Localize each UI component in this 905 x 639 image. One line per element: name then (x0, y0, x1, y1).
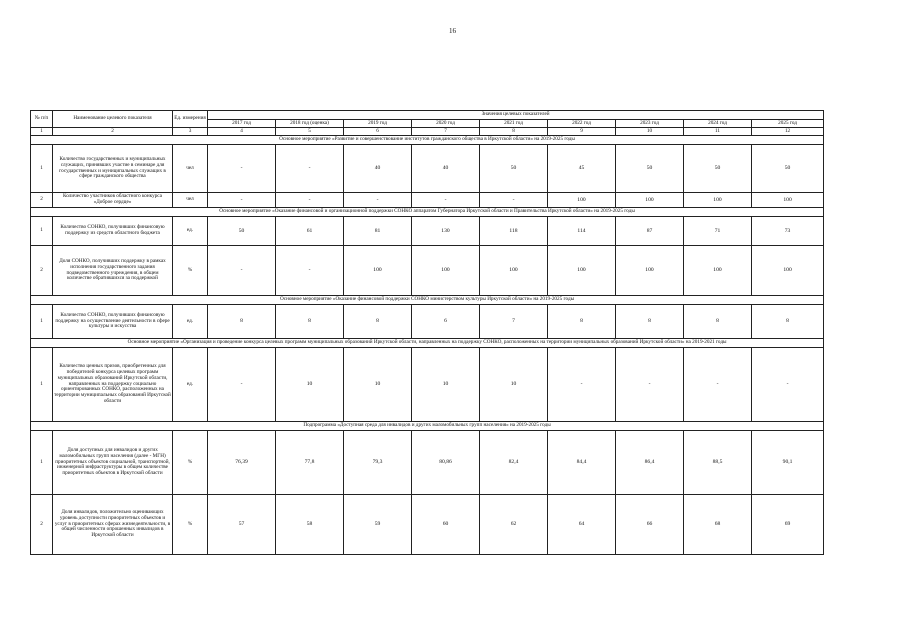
value-cell: 58 (276, 495, 344, 555)
target-indicators-table (30, 110, 824, 555)
header-year: 2023 год (616, 120, 684, 128)
value-cell: 100 (344, 246, 412, 296)
value-cell: 6 (412, 305, 480, 339)
row-number: 1 (31, 305, 53, 339)
section-row (31, 136, 824, 145)
value-cell: 69 (752, 495, 824, 555)
column-number: 8 (480, 128, 548, 136)
column-number: 4 (208, 128, 276, 136)
value-cell: - (480, 193, 548, 208)
column-number: 11 (684, 128, 752, 136)
value-cell: 50 (480, 145, 548, 193)
indicator-name: Количество СОНКО, получивших финансовую поддержку из средств областного бюджета (53, 217, 173, 246)
header-num: № п/п (31, 111, 53, 128)
value-cell: - (208, 193, 276, 208)
table-row (31, 495, 824, 555)
value-cell: 79,3 (344, 431, 412, 495)
value-cell: 100 (412, 246, 480, 296)
value-cell: 10 (480, 348, 548, 422)
value-cell: 50 (752, 145, 824, 193)
value-cell: 10 (344, 348, 412, 422)
column-number: 2 (53, 128, 173, 136)
value-cell: - (208, 348, 276, 422)
indicator-name: Количество ценных призов, приобретенных для победителей конкурса целевых программ муниципальных образований Иркутской области, направленных на поддержку социально ориентированных СОНКО, расположенных на территории муниципальных образований Иркутской области (53, 348, 173, 422)
value-cell: 100 (752, 246, 824, 296)
value-cell: - (276, 145, 344, 193)
value-cell: 50 (616, 145, 684, 193)
value-cell: 68 (684, 495, 752, 555)
section-row (31, 296, 824, 305)
column-number: 5 (276, 128, 344, 136)
header-year: 2019 год (344, 120, 412, 128)
value-cell: 77,8 (276, 431, 344, 495)
row-number: 2 (31, 495, 53, 555)
value-cell: 130 (412, 217, 480, 246)
unit-cell: чел (173, 145, 208, 193)
value-cell: 62 (480, 495, 548, 555)
header-year: 2024 год (684, 120, 752, 128)
value-cell: 100 (548, 193, 616, 208)
header-year: 2022 год (548, 120, 616, 128)
value-cell: 50 (208, 217, 276, 246)
value-cell: 71 (684, 217, 752, 246)
unit-cell: % (173, 246, 208, 296)
value-cell: 10 (412, 348, 480, 422)
value-cell: 81 (344, 217, 412, 246)
row-number: 1 (31, 348, 53, 422)
column-number: 12 (752, 128, 824, 136)
page-number: 16 (449, 27, 456, 35)
table-row (31, 217, 824, 246)
header-year: 2025 год (752, 120, 824, 128)
value-cell: 84,4 (548, 431, 616, 495)
section-row (31, 339, 824, 348)
row-number: 2 (31, 246, 53, 296)
section-title: Основное мероприятие «Оказание финансовой поддержки СОНКО министерством культуры Иркутской области» на 2019-2025 годы (31, 296, 824, 305)
value-cell: 59 (344, 495, 412, 555)
header-year: 2020 год (412, 120, 480, 128)
value-cell: - (208, 246, 276, 296)
table-row (31, 193, 824, 208)
column-number: 1 (31, 128, 53, 136)
section-title: Основное мероприятие «Оказание финансовой и организационной поддержки СОНКО аппаратом Губернатора Иркутской области и Правительства Иркутской области» на 2019-2025 годы (31, 208, 824, 217)
value-cell: - (548, 348, 616, 422)
value-cell: 100 (616, 193, 684, 208)
value-cell: 64 (548, 495, 616, 555)
column-number: 9 (548, 128, 616, 136)
column-number: 10 (616, 128, 684, 136)
value-cell: - (276, 246, 344, 296)
value-cell: 66 (616, 495, 684, 555)
column-number: 3 (173, 128, 208, 136)
unit-cell: ед. (173, 217, 208, 246)
unit-cell: ед. (173, 305, 208, 339)
value-cell: 76,39 (208, 431, 276, 495)
value-cell: 61 (276, 217, 344, 246)
section-row (31, 208, 824, 217)
value-cell: 8 (208, 305, 276, 339)
value-cell: - (276, 193, 344, 208)
indicator-name: Доля инвалидов, положительно оценивающих уровень доступности приоритетных объектов и услуг в приоритетных сферах жизнедеятельности, в общей численности опрошенных инвалидов в Иркутской области (53, 495, 173, 555)
value-cell: 100 (684, 193, 752, 208)
value-cell: 8 (276, 305, 344, 339)
header-year: 2021 год (480, 120, 548, 128)
column-number: 7 (412, 128, 480, 136)
value-cell: - (412, 193, 480, 208)
table-row (31, 145, 824, 193)
header-values-group: Значения целевых показателей (208, 111, 824, 120)
value-cell: 100 (616, 246, 684, 296)
value-cell: 73 (752, 217, 824, 246)
table-row (31, 305, 824, 339)
value-cell: 118 (480, 217, 548, 246)
header-year: 2018 год (оценка) (276, 120, 344, 128)
value-cell: 114 (548, 217, 616, 246)
value-cell: 8 (616, 305, 684, 339)
section-title: Подпрограмма «Доступная среда для инвалидов и других маломобильных групп населения» на 2019-2025 годы (31, 422, 824, 431)
section-title: Основное мероприятие «Организация и проведение конкурса целевых программ муниципальных образований Иркутской области, направленных на поддержку СОНКО, расположенных на территории муниципальных образований Иркутской области» на 2019-2021 годы (31, 339, 824, 348)
value-cell: - (752, 348, 824, 422)
value-cell: 8 (684, 305, 752, 339)
value-cell: 10 (276, 348, 344, 422)
value-cell: 8 (344, 305, 412, 339)
row-number: 1 (31, 217, 53, 246)
unit-cell: % (173, 431, 208, 495)
section-row (31, 422, 824, 431)
value-cell: 60 (412, 495, 480, 555)
header-name: Наименование целевого показателя (53, 111, 173, 128)
value-cell: 88,5 (684, 431, 752, 495)
value-cell: 57 (208, 495, 276, 555)
value-cell: 80,86 (412, 431, 480, 495)
unit-cell: чел (173, 193, 208, 208)
section-title: Основное мероприятие «Развитие и совершенствование институтов гражданского общества в Иркутской области» на 2019-2025 годы (31, 136, 824, 145)
indicator-name: Количество участников областного конкурса «Доброе сердце» (53, 193, 173, 208)
value-cell: 100 (548, 246, 616, 296)
value-cell: 8 (548, 305, 616, 339)
indicator-name: Количество СОНКО, получивших финансовую поддержку на осуществление деятельности в сфере культуры и искусства (53, 305, 173, 339)
value-cell: - (344, 193, 412, 208)
value-cell: - (208, 145, 276, 193)
header-unit: Ед. измерения (173, 111, 208, 128)
value-cell: 90,1 (752, 431, 824, 495)
value-cell: 8 (752, 305, 824, 339)
value-cell: 100 (480, 246, 548, 296)
unit-cell: ед. (173, 348, 208, 422)
column-number: 6 (344, 128, 412, 136)
value-cell: 45 (548, 145, 616, 193)
value-cell: 82,4 (480, 431, 548, 495)
header-year: 2017 год (208, 120, 276, 128)
value-cell: 7 (480, 305, 548, 339)
table-row (31, 431, 824, 495)
unit-cell: % (173, 495, 208, 555)
value-cell: 100 (752, 193, 824, 208)
indicator-name: Доля доступных для инвалидов и других маломобильных групп населения (далее - МГН) приоритетных объектов социальной, транспортной, инженерной инфраструктуры в общем количестве приоритетных объектов в Иркутской области (53, 431, 173, 495)
value-cell: - (684, 348, 752, 422)
table-row (31, 348, 824, 422)
row-number: 1 (31, 145, 53, 193)
value-cell: 50 (684, 145, 752, 193)
row-number: 1 (31, 431, 53, 495)
value-cell: 100 (684, 246, 752, 296)
value-cell: 40 (344, 145, 412, 193)
value-cell: 87 (616, 217, 684, 246)
table-row (31, 246, 824, 296)
value-cell: 40 (412, 145, 480, 193)
value-cell: 86,4 (616, 431, 684, 495)
value-cell: - (616, 348, 684, 422)
indicator-name: Доля СОНКО, получивших поддержку в рамках исполнения государственного задания подведомственного учреждения, в общем количестве обратившихся за поддержкой (53, 246, 173, 296)
row-number: 2 (31, 193, 53, 208)
indicator-name: Количество государственных и муниципальных служащих, принявших участие в семинаре для государственных и муниципальных служащих в сфере гражданского общества (53, 145, 173, 193)
